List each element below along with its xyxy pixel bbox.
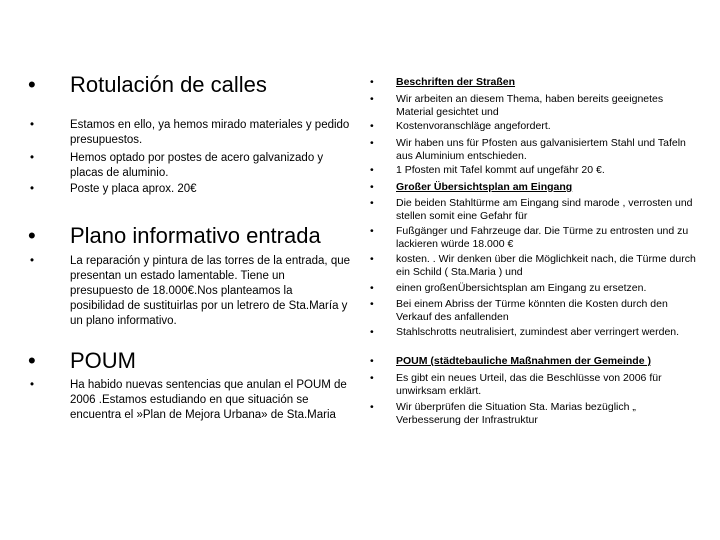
bullet-icon: • xyxy=(30,119,35,131)
bullet-icon: • xyxy=(30,255,35,267)
bullet-icon: • xyxy=(370,120,374,132)
bullet-icon: • xyxy=(370,164,374,176)
bullet-icon: • xyxy=(370,181,374,193)
bullet-icon: • xyxy=(370,355,374,367)
bullet-icon: • xyxy=(370,298,374,310)
heading-rotulacion: • Rotulación de calles xyxy=(28,72,267,97)
bullet-icon: • xyxy=(30,183,35,195)
bullet-icon: • xyxy=(370,197,374,209)
heading-plano: • Plano informativo entrada xyxy=(28,223,321,248)
bullet-icon: • xyxy=(28,348,36,373)
heading-poum: • POUM xyxy=(28,348,136,373)
bullet-icon: • xyxy=(370,253,374,265)
bullet-icon: • xyxy=(370,93,374,105)
bullet-icon: • xyxy=(28,223,36,248)
bullet-icon: • xyxy=(370,137,374,149)
bullet-icon: • xyxy=(370,372,374,384)
bullet-icon: • xyxy=(30,152,35,164)
bullet-icon: • xyxy=(370,225,374,237)
bullet-icon: • xyxy=(30,379,35,391)
bullet-icon: • xyxy=(370,282,374,294)
bullet-icon: • xyxy=(370,326,374,338)
bullet-icon: • xyxy=(370,401,374,413)
bullet-icon: • xyxy=(28,72,36,97)
spanish-column: • Rotulación de calles • Estamos en ello, ya hemos mirado materiales y pedido presupuestos. • Hemos optado por postes de acero galvanizado y placas de aluminio. • Poste y placa aprox. 20€ • Plano informativo entrada • La reparación y pintura de las torres de la entrada, que presentan un estado lamentable. Tiene un presupuesto de 18.000€.Nos planteamos la posibilidad de sustituirlas por un letrero de Sta.María y un plano informativo. • POUM • Ha habido nuevas sentencias que anulan el POUM de 2006 .Estamos estudiando en que situación se encuentra el »Plan de Mejora Urbana» de Sta.Maria xyxy=(28,72,351,421)
german-column: • Beschriften der Straßen • Wir arbeiten an diesem Thema, haben bereits geeignetes Material gesichtet und • Kostenvoranschläge angefordert. • Wir haben uns für Pfosten aus galvanisiertem Stahl und Tafeln aus Aluminium entschieden. • 1 Pfosten mit Tafel kommt auf ungefähr 20 €. • Großer Übersichtsplan am Eingang • Die beiden Stahltürme am Eingang sind marode , verrosten und stellen somit eine Gefahr für • Fußgänger und Fahrzeuge dar. Die Türme zu entrosten und zu lackieren würde 18.000 € • kosten. . Wir denken über die Möglichkeit nach, die Türme durch ein Schild ( Sta.Maria ) und • einen großenÜbersichtsplan am Eingang zu ersetzen. • Bei einem Abriss der Türme könnten die Kosten durch den Verkauf des anfallenden • Stahlschrotts neutralisiert, zumindest aber verringert werden. • POUM (städtebauliche Maßnahmen der Gemeinde ) • Es gibt ein neues Urteil, das die Beschlüsse von 2006 für unwirksam erklärt. • Wir überprüfen die Situation Sta. Marias bezüglich „ Verbesserung der Infrastruktur xyxy=(370,76,696,426)
bullet-icon: • xyxy=(370,76,374,88)
